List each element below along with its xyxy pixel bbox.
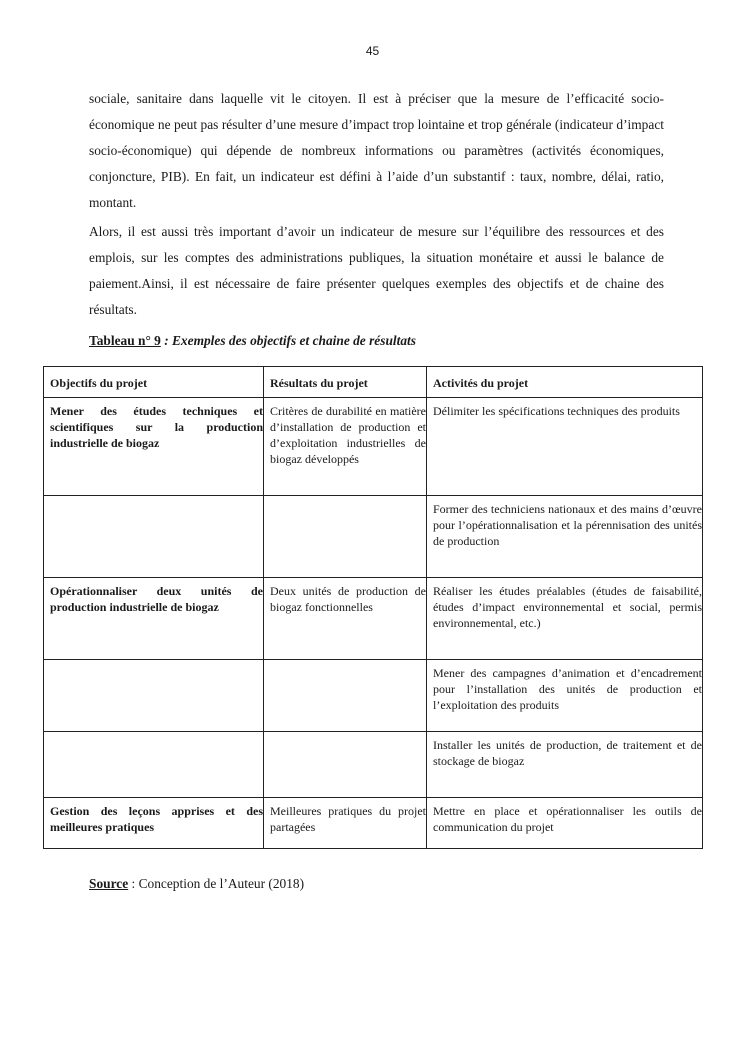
activity-cell: Former des techniciens nationaux et des mains d’œuvre pour l’opérationnalisation et la pérennisation des unités de production — [427, 496, 703, 578]
table-caption — [89, 333, 416, 349]
activity-cell: Mener des campagnes d’animation et d’encadrement pour l’installation des unités de production et l’exploitation des produits — [427, 660, 703, 732]
result-cell: Critères de durabilité en matière d’installation de production et d’exploitation industrielles de biogaz développés — [264, 398, 427, 496]
page-number: 45 — [365, 44, 380, 58]
table-row — [44, 398, 703, 496]
objective-cell — [44, 660, 264, 732]
result-cell — [264, 660, 427, 732]
activity-cell: Mettre en place et opérationnaliser les outils de communication du projet — [427, 798, 703, 849]
table-row — [44, 496, 703, 578]
result-cell — [264, 732, 427, 798]
table-row — [44, 798, 703, 849]
result-cell: Meilleures pratiques du projet partagées — [264, 798, 427, 849]
header-results: Résultats du projet — [264, 367, 427, 398]
source-label: Source — [89, 876, 129, 891]
result-cell: Deux unités de production de biogaz fonctionnelles — [264, 578, 427, 660]
table-caption-number: Tableau n° 9 — [89, 333, 161, 348]
table-header-row — [44, 367, 703, 398]
header-activities: Activités du projet — [427, 367, 703, 398]
source-text: : Conception de l’Auteur (2018) — [128, 876, 305, 891]
table-row — [44, 732, 703, 798]
table-caption-title: : Exemples des objectifs et chaine de résultats — [160, 333, 416, 348]
objective-cell: Gestion des leçons apprises et des meilleures pratiques — [44, 798, 264, 849]
body-paragraph-2: Alors, il est aussi très important d’avoir un indicateur de mesure sur l’équilibre des ressources et des emplois, sur les comptes des administrations publiques, la situation monétaire et aussi le balance de paiement.Ainsi, il est nécessaire de faire présenter quelques exemples des objectifs et de chaine des résultats. — [89, 224, 664, 317]
body-paragraph-1: sociale, sanitaire dans laquelle vit le citoyen. Il est à préciser que la mesure de l’efficacité socio-économique ne peut pas résulter d’une mesure d’impact trop lointaine et trop générale (indicateur d’impact socio-économique) qui dépende de nombreux informations ou paramètres (activités économiques, conjoncture, PIB). En fait, un indicateur est défini à l’aide d’un substantif : taux, nombre, délai, ratio, montant. — [89, 91, 664, 210]
table-row — [44, 578, 703, 660]
source-note — [89, 876, 304, 892]
header-objectives: Objectifs du projet — [44, 367, 264, 398]
objective-cell: Mener des études techniques et scientifiques sur la production industrielle de biogaz — [44, 398, 264, 496]
objective-cell — [44, 496, 264, 578]
results-chain-table — [43, 366, 703, 849]
result-cell — [264, 496, 427, 578]
activity-cell: Réaliser les études préalables (études de faisabilité, études d’impact environnemental et social, permis environnemental, etc.) — [427, 578, 703, 660]
activity-cell: Installer les unités de production, de traitement et de stockage de biogaz — [427, 732, 703, 798]
objective-cell — [44, 732, 264, 798]
activity-cell: Délimiter les spécifications techniques des produits — [427, 398, 703, 496]
table-row — [44, 660, 703, 732]
objective-cell: Opérationnaliser deux unités de production industrielle de biogaz — [44, 578, 264, 660]
